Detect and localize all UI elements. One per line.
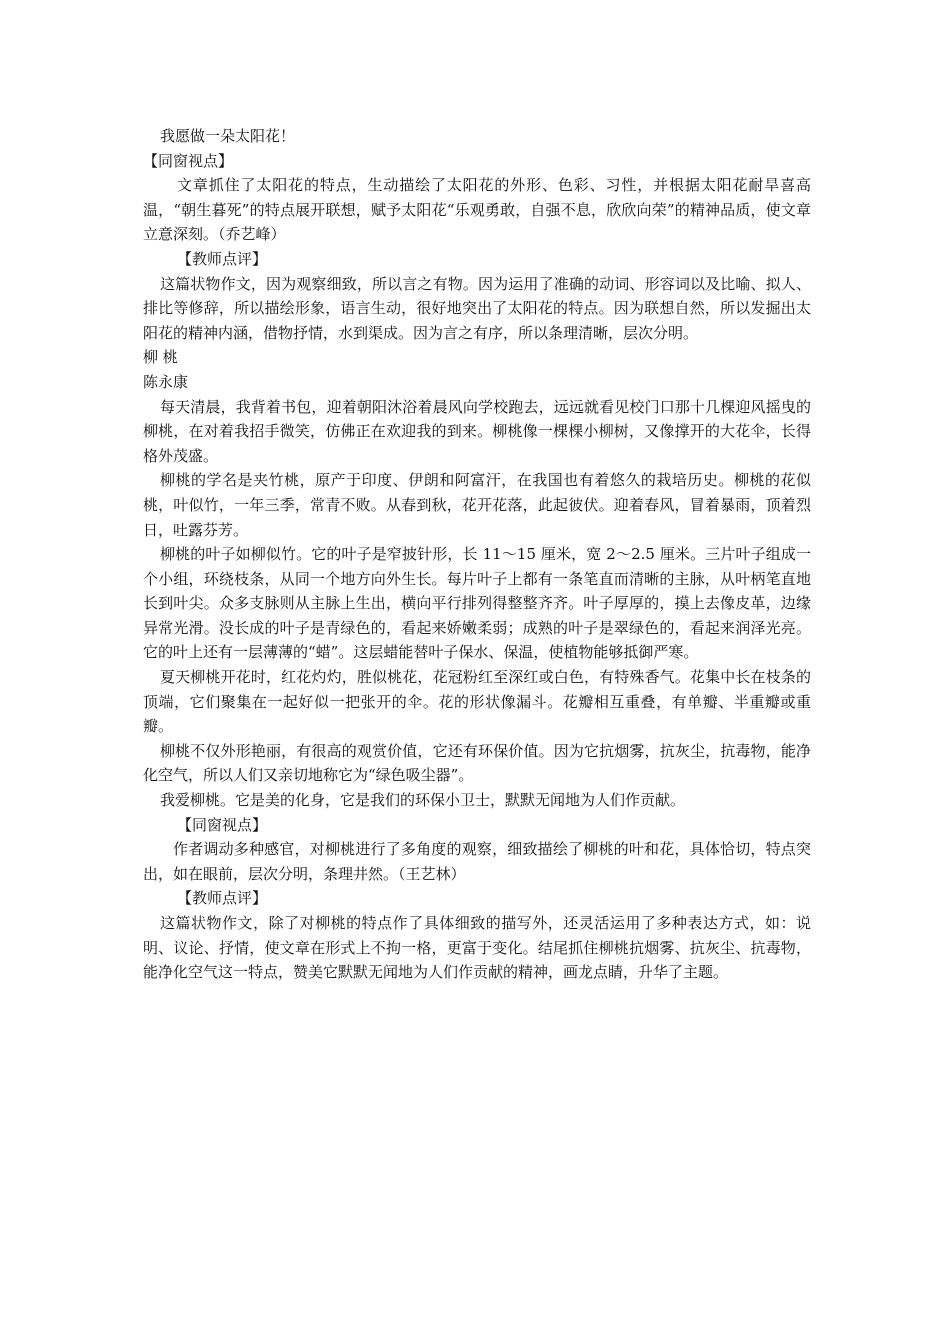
section-heading-teacher-review: 【教师点评】: [177, 889, 268, 908]
essay-paragraph: 柳桃的叶子如柳似竹。它的叶子是窄披针形，长 11～15 厘米，宽 2～2.5 厘米。三片叶子组成一个小组，环绕枝条，从同一个地方向外生长。每片叶子上都有一条笔直而清晰的主脉，从叶柄笔直地长到叶尖。众多支脉则从主脉上生出，横向平行排列得整整齐齐。叶子厚厚的，摸上去像皮革，边缘异常光滑。没长成的叶子是青绿色的，看起来娇嫩柔弱；成熟的叶子是翠绿色的，看起来润泽光亮。它的叶上还有一层薄薄的“蜡”。这层蜡能替叶子保水、保温，使植物能够抵御严寒。: [143, 545, 811, 662]
teacher-review-paragraph: 这篇状物作文，因为观察细致，所以言之有物。因为运用了准确的动词、形容词以及比喻、拟人、排比等修辞，所以描绘形象，语言生动，很好地突出了太阳花的特点。因为联想自然，所以发掘出太阳花的精神内涵，借物抒情，水到渠成。因为言之有序，所以条理清晰，层次分明。: [143, 274, 811, 342]
essay-paragraph: 每天清晨，我背着书包，迎着朝阳沐浴着晨风向学校跑去，远远就看见校门口那十几棵迎风摇曳的柳桃，在对着我招手微笑，仿佛正在欢迎我的到来。柳桃像一棵棵小柳树，又像撑开的大花伞，长得格外茂盛。: [143, 397, 811, 465]
essay-paragraph: 我爱柳桃。它是美的化身，它是我们的环保小卫士，默默无闻地为人们作贡献。: [160, 791, 686, 810]
essay-paragraph: 柳桃不仅外形艳丽，有很高的观赏价值，它还有环保价值。因为它抗烟雾，抗灰尘，抗毒物，能净化空气，所以人们又亲切地称它为“绿色吸尘器”。: [143, 741, 811, 785]
closing-line: 我愿做一朵太阳花！: [160, 127, 296, 145]
section-heading-teacher-review: 【教师点评】: [177, 249, 268, 268]
essay-paragraph: 夏天柳桃开花时，红花灼灼，胜似桃花，花冠粉红至深红或白色，有特殊香气。花集中长在枝条的顶端，它们聚集在一起好似一把张开的伞。花的形状像漏斗。花瓣相互重叠，有单瓣、半重瓣或重瓣。: [143, 668, 811, 736]
document-page: [143, 124, 811, 985]
peer-review-paragraph: 文章抓住了太阳花的特点，生动描绘了太阳花的外形、色彩、习性，并根据太阳花耐旱喜高温，“朝生暮死”的特点展开联想，赋予太阳花“乐观勇敢，自强不息，欣欣向荣”的精神品质，使文章立意深刻。（乔艺峰）: [143, 176, 811, 244]
peer-review-paragraph: 作者调动多种感官，对柳桃进行了多角度的观察，细致描绘了柳桃的叶和花，具体恰切，特点突出，如在眼前，层次分明，条理井然。（王艺林）: [143, 840, 811, 883]
section-heading-peer-review: 【同窗视点】: [143, 151, 234, 170]
essay-author: 陈永康: [143, 372, 189, 391]
teacher-review-paragraph: 这篇状物作文，除了对柳桃的特点作了具体细致的描写外，还灵活运用了多种表达方式，如：说明、议论、抒情，使文章在形式上不拘一格，更富于变化。结尾抓住柳桃抗烟雾、抗灰尘、抗毒物，能净化空气这一特点，赞美它默默无闻地为人们作贡献的精神，画龙点睛，升华了主题。: [143, 914, 811, 982]
section-heading-peer-review: 【同窗视点】: [177, 815, 268, 834]
essay-title: 柳 桃: [143, 348, 178, 367]
essay-paragraph: 柳桃的学名是夹竹桃，原产于印度、伊朗和阿富汗，在我国也有着悠久的栽培历史。柳桃的花似桃，叶似竹，一年三季，常青不败。从春到秋，花开花落，此起彼伏。迎着春风，冒着暴雨，顶着烈日，吐露芬芳。: [143, 471, 811, 539]
